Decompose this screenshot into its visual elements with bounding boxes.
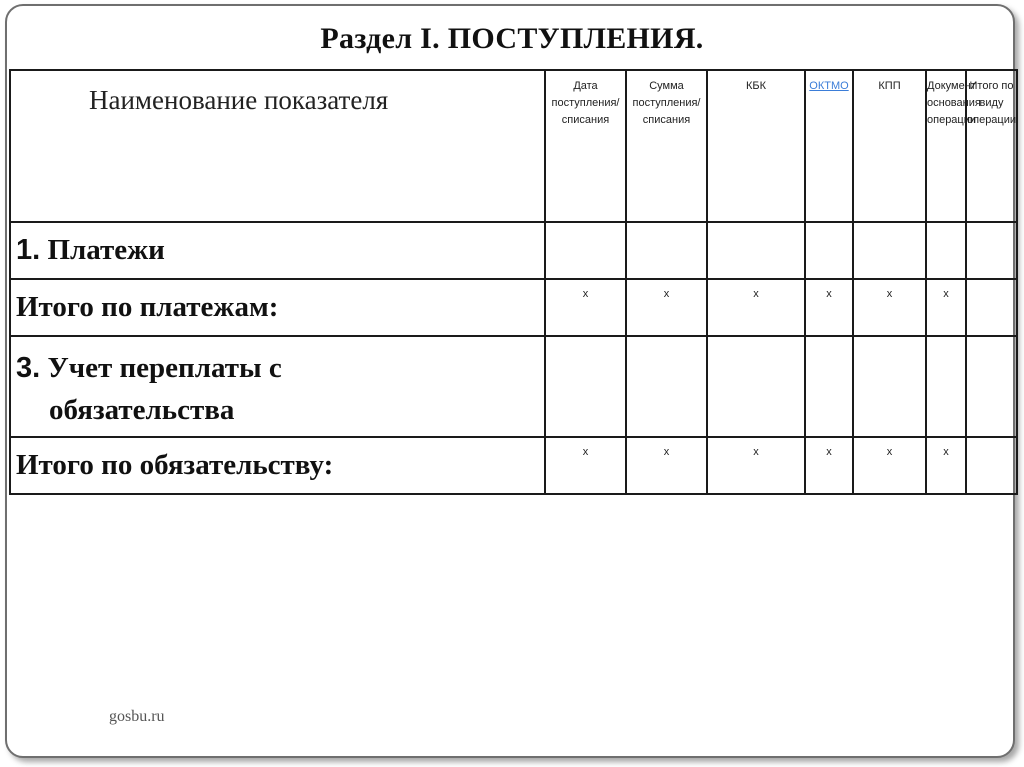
table-cell [707, 222, 805, 279]
table-cell [626, 222, 707, 279]
cross-mark: x [707, 437, 805, 494]
table-cell [805, 336, 853, 437]
header-oktmo[interactable] [805, 70, 853, 222]
oktmo-link[interactable]: ОКТМО [809, 80, 849, 92]
table-row [10, 279, 1017, 336]
table-cell [926, 336, 966, 437]
header-indicator-name: Наименование показателя [10, 70, 545, 222]
header-amount: Сумма поступления/списания [626, 70, 707, 222]
cross-mark: x [805, 279, 853, 336]
table-cell [966, 222, 1017, 279]
table-cell [966, 336, 1017, 437]
row-label-obligation-total: Итого по обязательству: [10, 437, 545, 494]
cross-mark: x [853, 437, 926, 494]
table-cell [707, 336, 805, 437]
table-cell [545, 336, 626, 437]
cross-mark: x [626, 437, 707, 494]
table-row [10, 336, 1017, 437]
table-cell [853, 336, 926, 437]
cross-mark: x [545, 279, 626, 336]
cross-mark: x [545, 437, 626, 494]
table-cell [966, 279, 1017, 336]
receipts-table [9, 69, 1018, 495]
cross-mark: x [926, 437, 966, 494]
header-date: Дата поступления/списания [545, 70, 626, 222]
header-total-by-operation: Итого по виду операции [966, 70, 1017, 222]
row-label-overpayment: 3. Учет переплаты с обязательства [10, 336, 545, 437]
cross-mark: x [853, 279, 926, 336]
row-label-payments: 1. Платежи [10, 222, 545, 279]
cross-mark: x [626, 279, 707, 336]
cross-mark: x [707, 279, 805, 336]
table-cell [545, 222, 626, 279]
table-row [10, 222, 1017, 279]
table-cell [926, 222, 966, 279]
page-title: Раздел I. ПОСТУПЛЕНИЯ. [320, 22, 704, 55]
cross-mark: x [926, 279, 966, 336]
table-row [10, 437, 1017, 494]
header-kbk: КБК [707, 70, 805, 222]
table-header-row [10, 70, 1017, 222]
header-kpp: КПП [853, 70, 926, 222]
table-cell [626, 336, 707, 437]
cross-mark: x [805, 437, 853, 494]
header-basis-document: Документ основания операции [926, 70, 966, 222]
row-label-payments-total: Итого по платежам: [10, 279, 545, 336]
table-cell [853, 222, 926, 279]
table-cell [966, 437, 1017, 494]
table-cell [805, 222, 853, 279]
source-footer: gosbu.ru [109, 708, 165, 725]
